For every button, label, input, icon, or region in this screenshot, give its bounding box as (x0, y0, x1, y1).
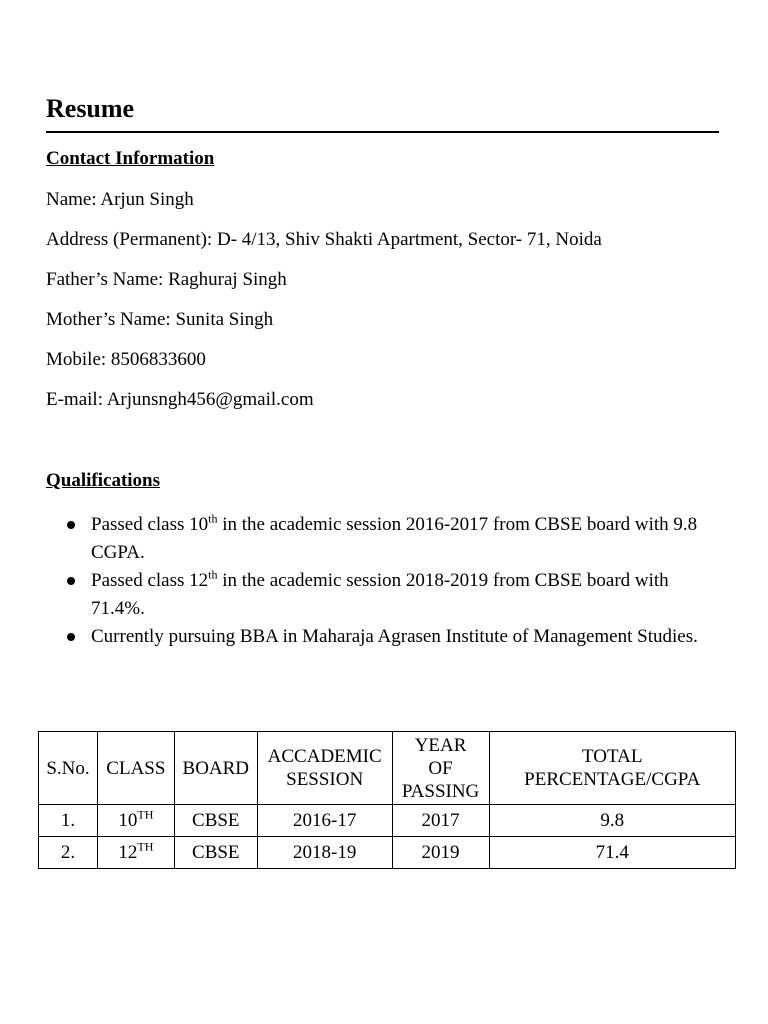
contact-father-value: Raghuraj Singh (168, 269, 287, 290)
cell-score: 71.4 (489, 837, 736, 869)
qualifications-list (46, 511, 716, 651)
bullet-icon (67, 633, 75, 641)
header-sno: S.No. (39, 732, 98, 805)
cell-class: 10TH (97, 805, 174, 837)
contact-mobile (46, 348, 206, 372)
cell-year: 2019 (392, 837, 489, 869)
qualifications-table (38, 731, 736, 869)
qualification-sup: th (208, 567, 218, 582)
cell-session: 2016-17 (257, 805, 392, 837)
contact-mobile-label: Mobile: (46, 349, 107, 370)
contact-name-label: Name: (46, 189, 97, 210)
qualification-text-rest: in the academic session 2018-2019 from CBSE board with 71.4%. (91, 570, 669, 619)
cell-class: 12TH (97, 837, 174, 869)
cell-sno: 2. (39, 837, 98, 869)
header-score: TOTAL PERCENTAGE/CGPA (489, 732, 736, 805)
cell-board: CBSE (174, 805, 257, 837)
contact-email-value: Arjunsngh456@gmail.com (106, 389, 314, 410)
contact-address-value: D- 4/13, Shiv Shakti Apartment, Sector- 71, Noida (216, 229, 602, 250)
cell-sno: 1. (39, 805, 98, 837)
cell-score: 9.8 (489, 805, 736, 837)
contact-name-value: Arjun Singh (100, 189, 194, 210)
qualification-text: Passed class 12 (91, 570, 209, 591)
table-header-row (39, 732, 736, 805)
list-item (46, 567, 716, 623)
qualification-text: Passed class 10 (91, 514, 209, 535)
page-title: Resume (46, 94, 135, 123)
table-row (39, 837, 736, 869)
qualification-sup: th (208, 511, 218, 526)
contact-address-label: Address (Permanent): (46, 229, 213, 250)
contact-mother (46, 308, 273, 332)
contact-mother-label: Mother’s Name: (46, 309, 171, 330)
header-year: YEAR OF PASSING (392, 732, 489, 805)
contact-mobile-value: 8506833600 (110, 349, 206, 370)
qualification-text: Currently pursuing BBA in Maharaja Agrasen Institute of Management Studies. (91, 626, 698, 647)
title-divider (46, 131, 719, 133)
contact-father-label: Father’s Name: (46, 269, 164, 290)
list-item (46, 511, 716, 567)
contact-father (46, 268, 287, 292)
header-board: BOARD (174, 732, 257, 805)
table-row (39, 805, 736, 837)
contact-address (46, 228, 602, 252)
qualification-text-rest: in the academic session 2016-2017 from CBSE board with 9.8 CGPA. (91, 514, 698, 563)
header-class: CLASS (97, 732, 174, 805)
list-item (46, 623, 716, 651)
contact-name (46, 188, 194, 212)
contact-mother-value: Sunita Singh (175, 309, 274, 330)
cell-year: 2017 (392, 805, 489, 837)
header-session: ACCADEMIC SESSION (257, 732, 392, 805)
bullet-icon (67, 521, 75, 529)
cell-session: 2018-19 (257, 837, 392, 869)
contact-email (46, 388, 314, 412)
qualifications-heading: Qualifications (46, 470, 161, 491)
bullet-icon (67, 577, 75, 585)
contact-email-label: E-mail: (46, 389, 103, 410)
cell-board: CBSE (174, 837, 257, 869)
contact-heading: Contact Information (46, 148, 215, 169)
